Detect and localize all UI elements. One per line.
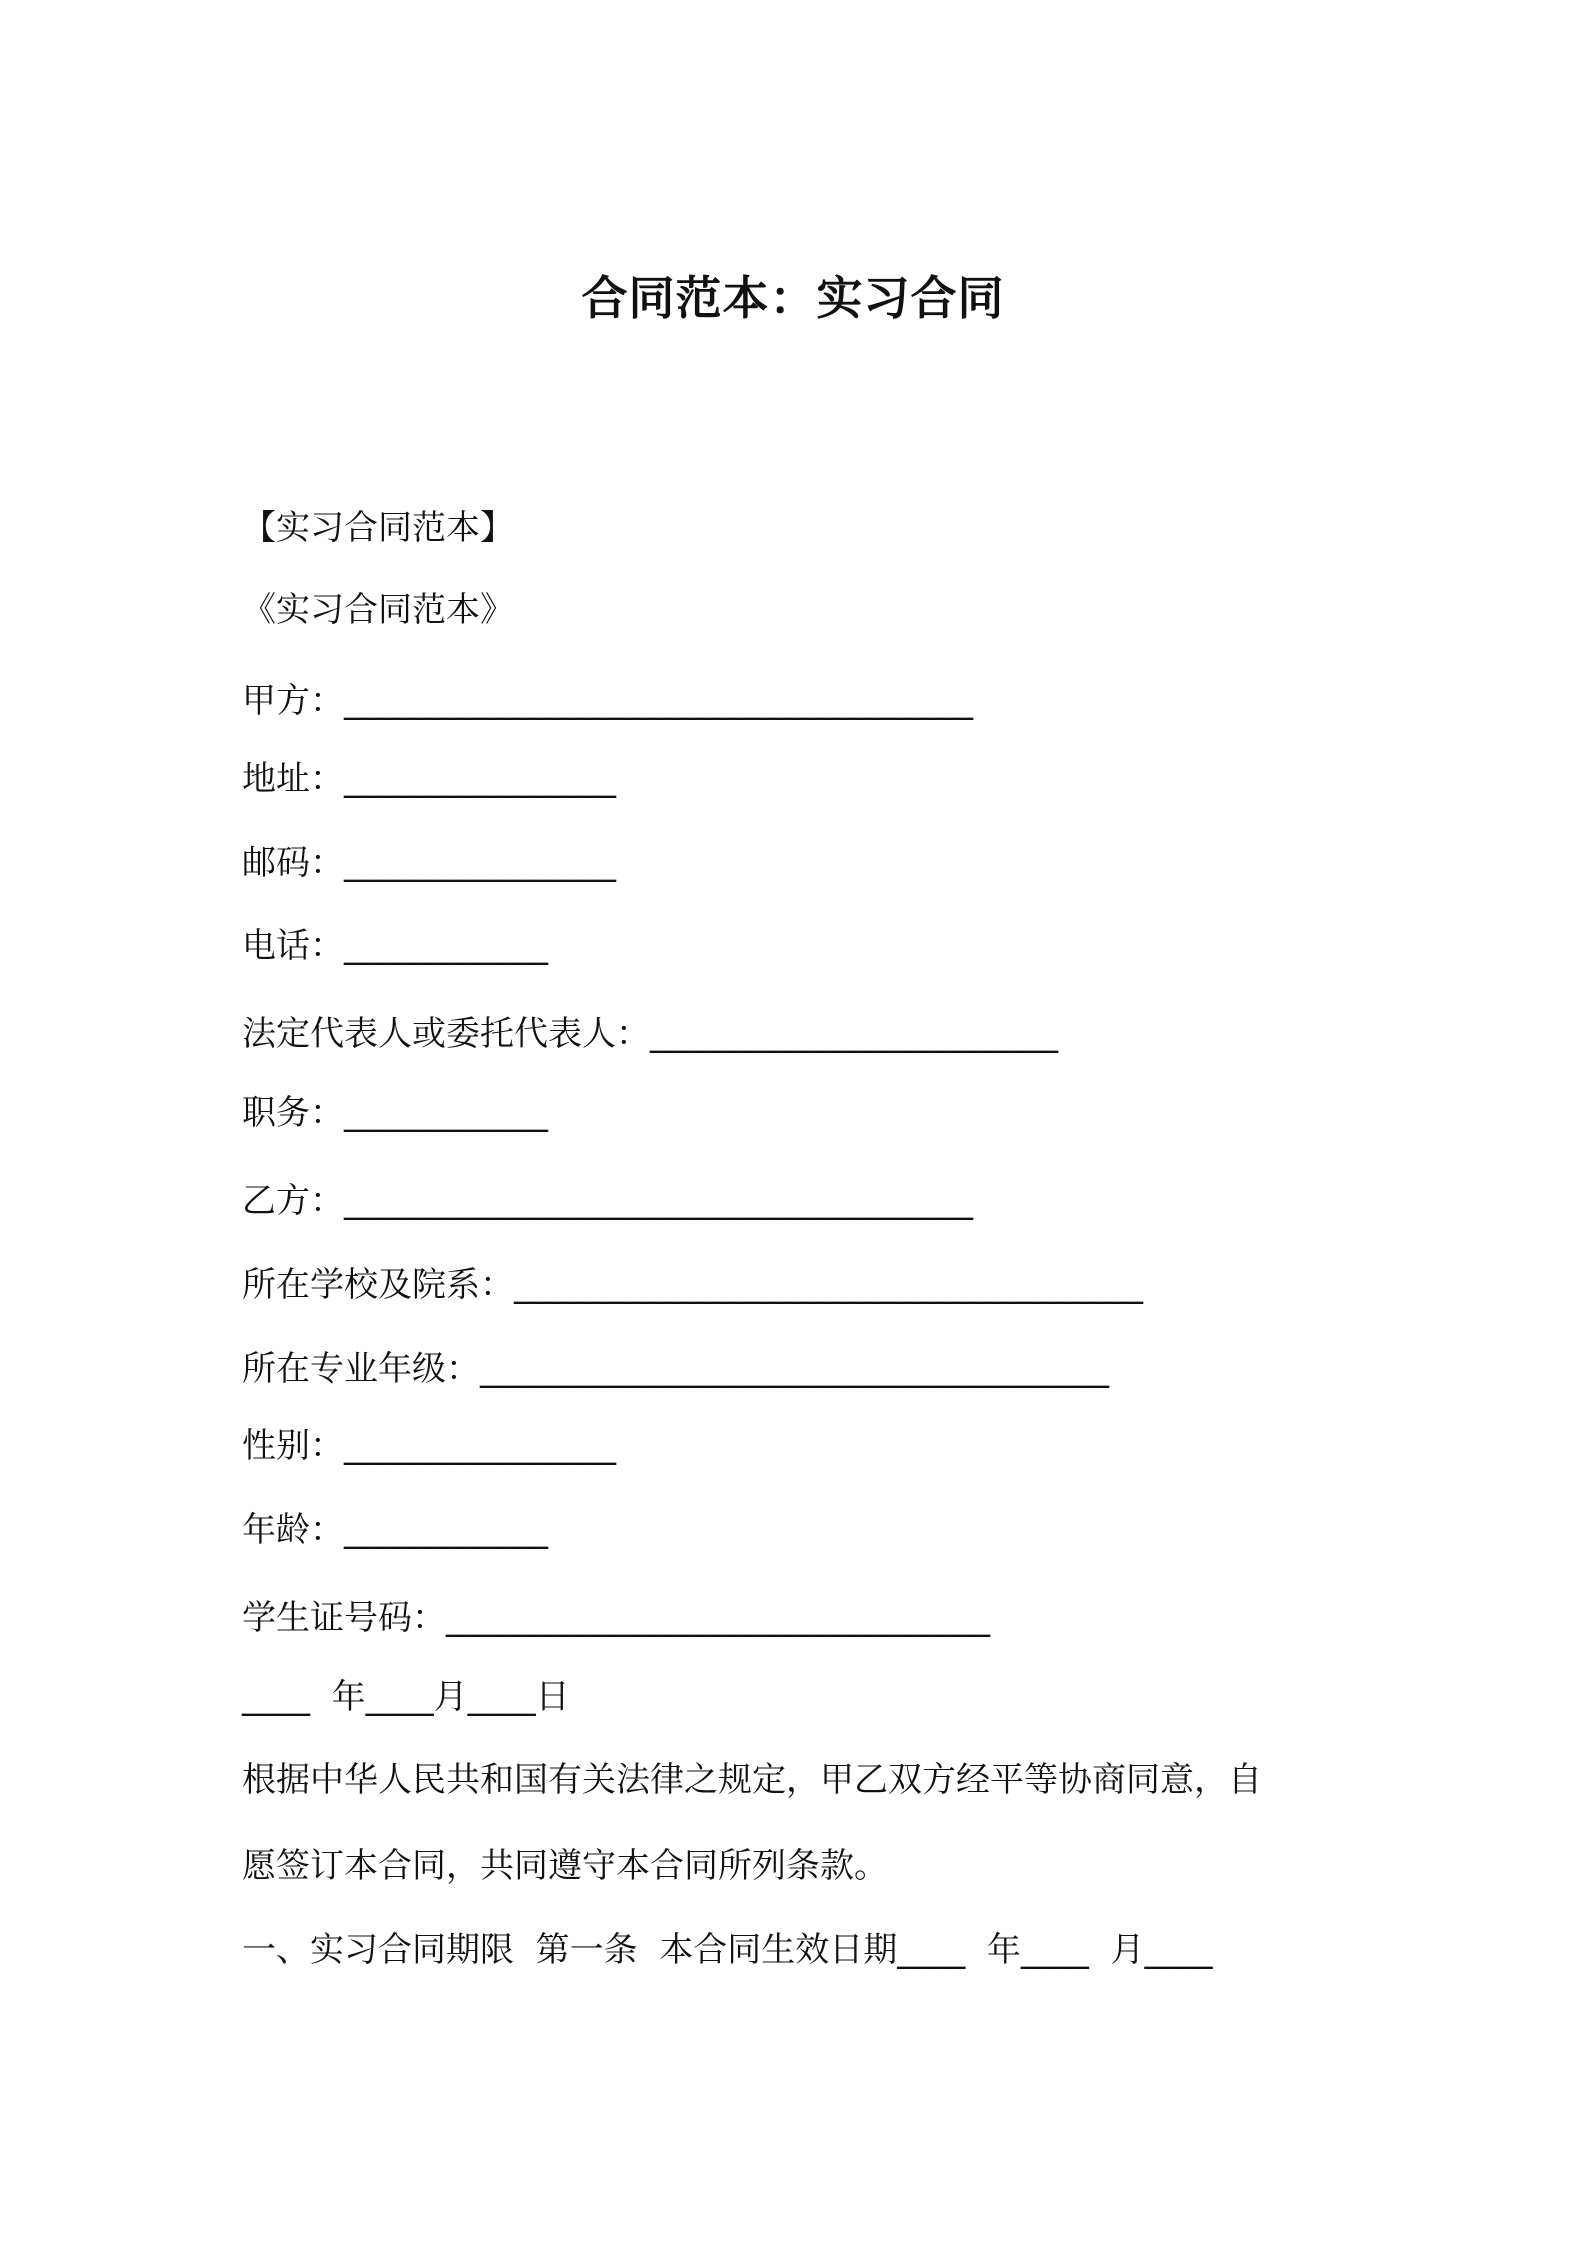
clause-one-line: 一、实习合同期限 第一条 本合同生效日期____ 年____ 月____	[242, 1930, 1213, 1970]
party-b-major-grade-field: 所在专业年级：_____________________________________	[242, 1349, 1109, 1389]
party-a-postcode-field: 邮码：________________	[242, 843, 616, 883]
party-b-name-field: 乙方：_____________________________________	[242, 1181, 973, 1221]
party-a-name-field: 甲方：_____________________________________	[242, 681, 973, 721]
party-a-phone-field: 电话：____________	[242, 926, 548, 966]
party-a-representative-field: 法定代表人或委托代表人：________________________	[242, 1014, 1058, 1054]
party-b-student-id-field: 学生证号码：________________________________	[242, 1598, 990, 1638]
preamble-line-2: 愿签订本合同，共同遵守本合同所列条款。	[242, 1846, 888, 1886]
party-b-age-field: 年龄：____________	[242, 1510, 548, 1550]
document-title: 合同范本：实习合同	[581, 271, 1005, 325]
heading-bracket: 【实习合同范本】	[242, 508, 514, 548]
party-a-position-field: 职务：____________	[242, 1093, 548, 1133]
preamble-line-1: 根据中华人民共和国有关法律之规定，甲乙双方经平等协商同意，自	[242, 1760, 1262, 1800]
party-b-school-field: 所在学校及院系：_____________________________________	[242, 1265, 1143, 1305]
heading-book: 《实习合同范本》	[242, 590, 514, 630]
party-b-gender-field: 性别：________________	[242, 1426, 616, 1466]
date-field: ____ 年____月____日	[242, 1677, 570, 1717]
party-a-address-field: 地址：________________	[242, 759, 616, 799]
